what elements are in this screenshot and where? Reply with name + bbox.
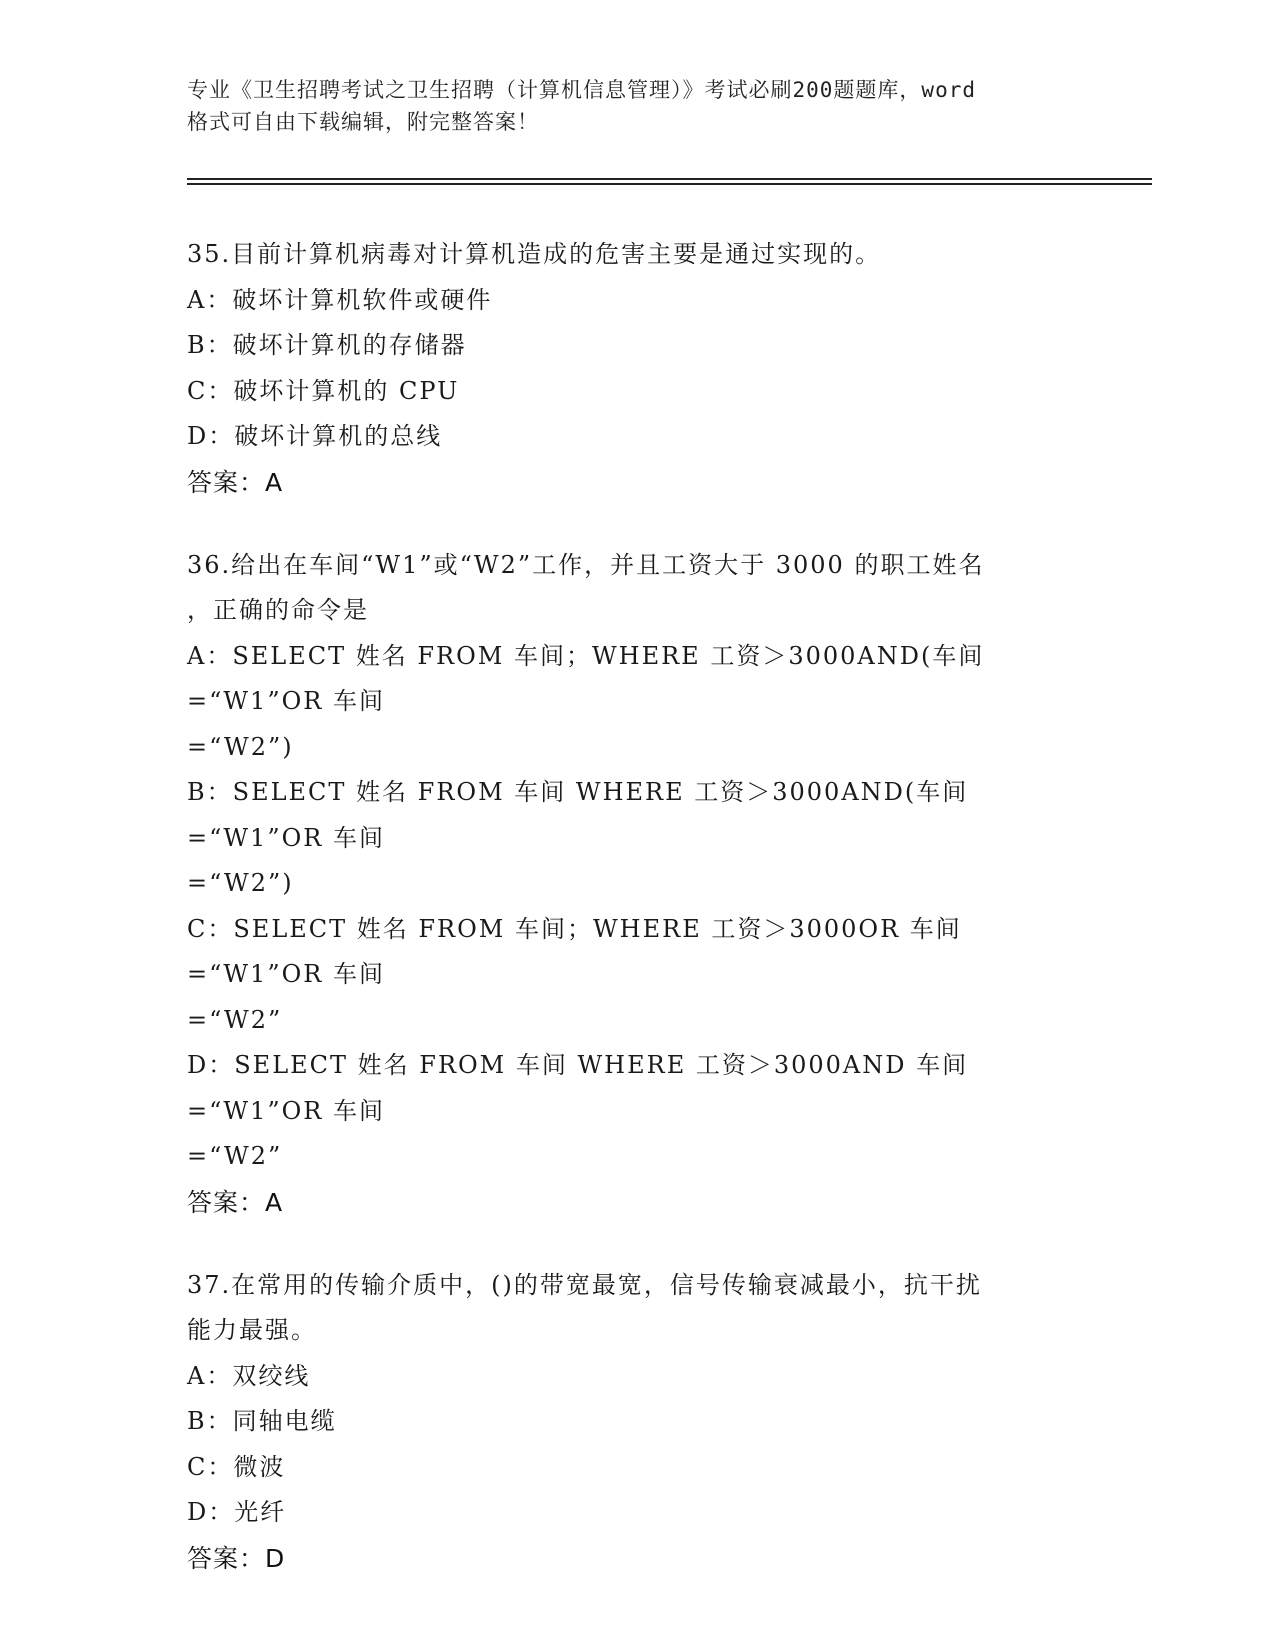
question-stem: 37.在常用的传输介质中，()的带宽最宽，信号传输衰减最小，抗干扰 xyxy=(187,1270,982,1299)
question-stem: 36.给出在车间“W1”或“W2”工作，并且工资大于 3000 的职工姓名 xyxy=(187,550,985,579)
option-b-continued: =“W2”) xyxy=(187,869,294,897)
option-c: C：破坏计算机的 CPU xyxy=(187,376,460,405)
header-line-2: 格式可自由下载编辑，附完整答案！ xyxy=(187,110,539,134)
answer: 答案：A xyxy=(187,467,284,497)
header-divider-top xyxy=(187,178,1152,180)
option-c-continued: =“W2” xyxy=(187,1005,283,1034)
option-c: C：SELECT 姓名 FROM 车间；WHERE 工资＞3000OR 车间=“W1”OR 车间 xyxy=(187,914,962,988)
document-header xyxy=(187,74,1087,138)
option-b: B：破坏计算机的存储器 xyxy=(187,331,467,359)
option-a-continued: =“W2”) xyxy=(187,732,294,761)
question-36 xyxy=(187,543,1087,1225)
question-37 xyxy=(187,1263,1087,1581)
answer: 答案：D xyxy=(187,1543,286,1573)
header-line-1: 专业《卫生招聘考试之卫生招聘（计算机信息管理）》考试必刷200题题库，word xyxy=(187,78,976,102)
answer: 答案：A xyxy=(187,1187,284,1217)
option-d: D：SELECT 姓名 FROM 车间 WHERE 工资＞3000AND 车间=“W1”OR 车间 xyxy=(187,1051,969,1125)
option-b: B：SELECT 姓名 FROM 车间 WHERE 工资＞3000AND(车间=“W1”OR 车间 xyxy=(187,778,969,852)
question-35 xyxy=(187,232,1087,505)
option-d: D：光纤 xyxy=(187,1498,287,1526)
option-b: B：同轴电缆 xyxy=(187,1407,337,1435)
option-a: A：SELECT 姓名 FROM 车间；WHERE 工资＞3000AND(车间=“W1”OR 车间 xyxy=(187,641,985,715)
header-divider-bottom xyxy=(187,183,1152,185)
option-c: C：微波 xyxy=(187,1452,286,1481)
question-stem-continued: ，正确的命令是 xyxy=(187,596,369,624)
option-a: A：双绞线 xyxy=(187,1361,311,1390)
option-d-continued: =“W2” xyxy=(187,1142,283,1170)
question-list xyxy=(187,232,1087,1619)
option-a: A：破坏计算机软件或硬件 xyxy=(187,285,493,314)
option-d: D：破坏计算机的总线 xyxy=(187,422,443,450)
question-stem: 35.目前计算机病毒对计算机造成的危害主要是通过实现的。 xyxy=(187,240,882,268)
question-stem-continued: 能力最强。 xyxy=(187,1316,317,1344)
